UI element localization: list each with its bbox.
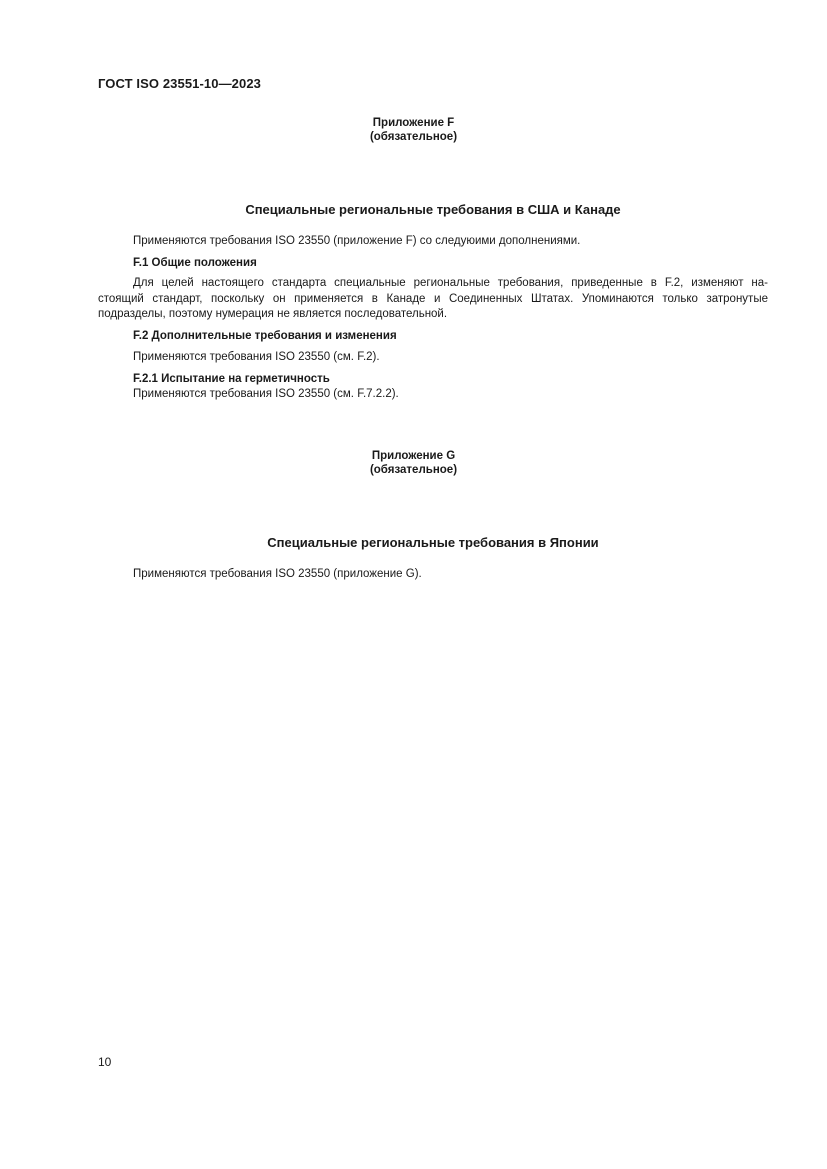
annex-f-title-block	[0, 116, 827, 144]
f1-text-line-1: Для целей настоящего стандарта специальные региональные требования, приведенные в F.2, изменяют на-	[133, 277, 768, 289]
annex-f-title: Приложение F	[372, 117, 455, 129]
annex-g-intro: Применяются требования ISO 23550 (приложение G).	[133, 568, 422, 580]
annex-f-intro: Применяются требования ISO 23550 (приложение F) со следуюими дополнениями.	[133, 235, 581, 247]
f1-heading: F.1 Общие положения	[133, 257, 257, 269]
f2-heading: F.2 Дополнительные требования и изменения	[133, 330, 397, 342]
annex-g-heading: Специальные региональные требования в Японии	[267, 535, 599, 550]
annex-f-status: (обязательное)	[369, 131, 458, 143]
annex-g-title: Приложение G	[371, 450, 456, 462]
f21-text: Применяются требования ISO 23550 (см. F.7.2.2).	[133, 388, 399, 400]
annex-g-title-block	[0, 449, 827, 477]
f1-text-line-2: стоящий стандарт, поскольку он применяется в Канаде и Соединенных Штатах. Упоминаются только затронутые	[98, 293, 768, 305]
f21-heading: F.2.1 Испытание на герметичность	[133, 373, 330, 385]
annex-g-status: (обязательное)	[369, 464, 458, 476]
document-code: ГОСТ ISO 23551-10—2023	[98, 76, 261, 91]
page-number: 10	[98, 1055, 112, 1069]
f2-text: Применяются требования ISO 23550 (см. F.2).	[133, 351, 380, 363]
f1-text-line-3: подразделы, поэтому нумерация не является последовательной.	[98, 308, 448, 320]
annex-f-heading: Специальные региональные требования в США и Канаде	[245, 202, 621, 217]
